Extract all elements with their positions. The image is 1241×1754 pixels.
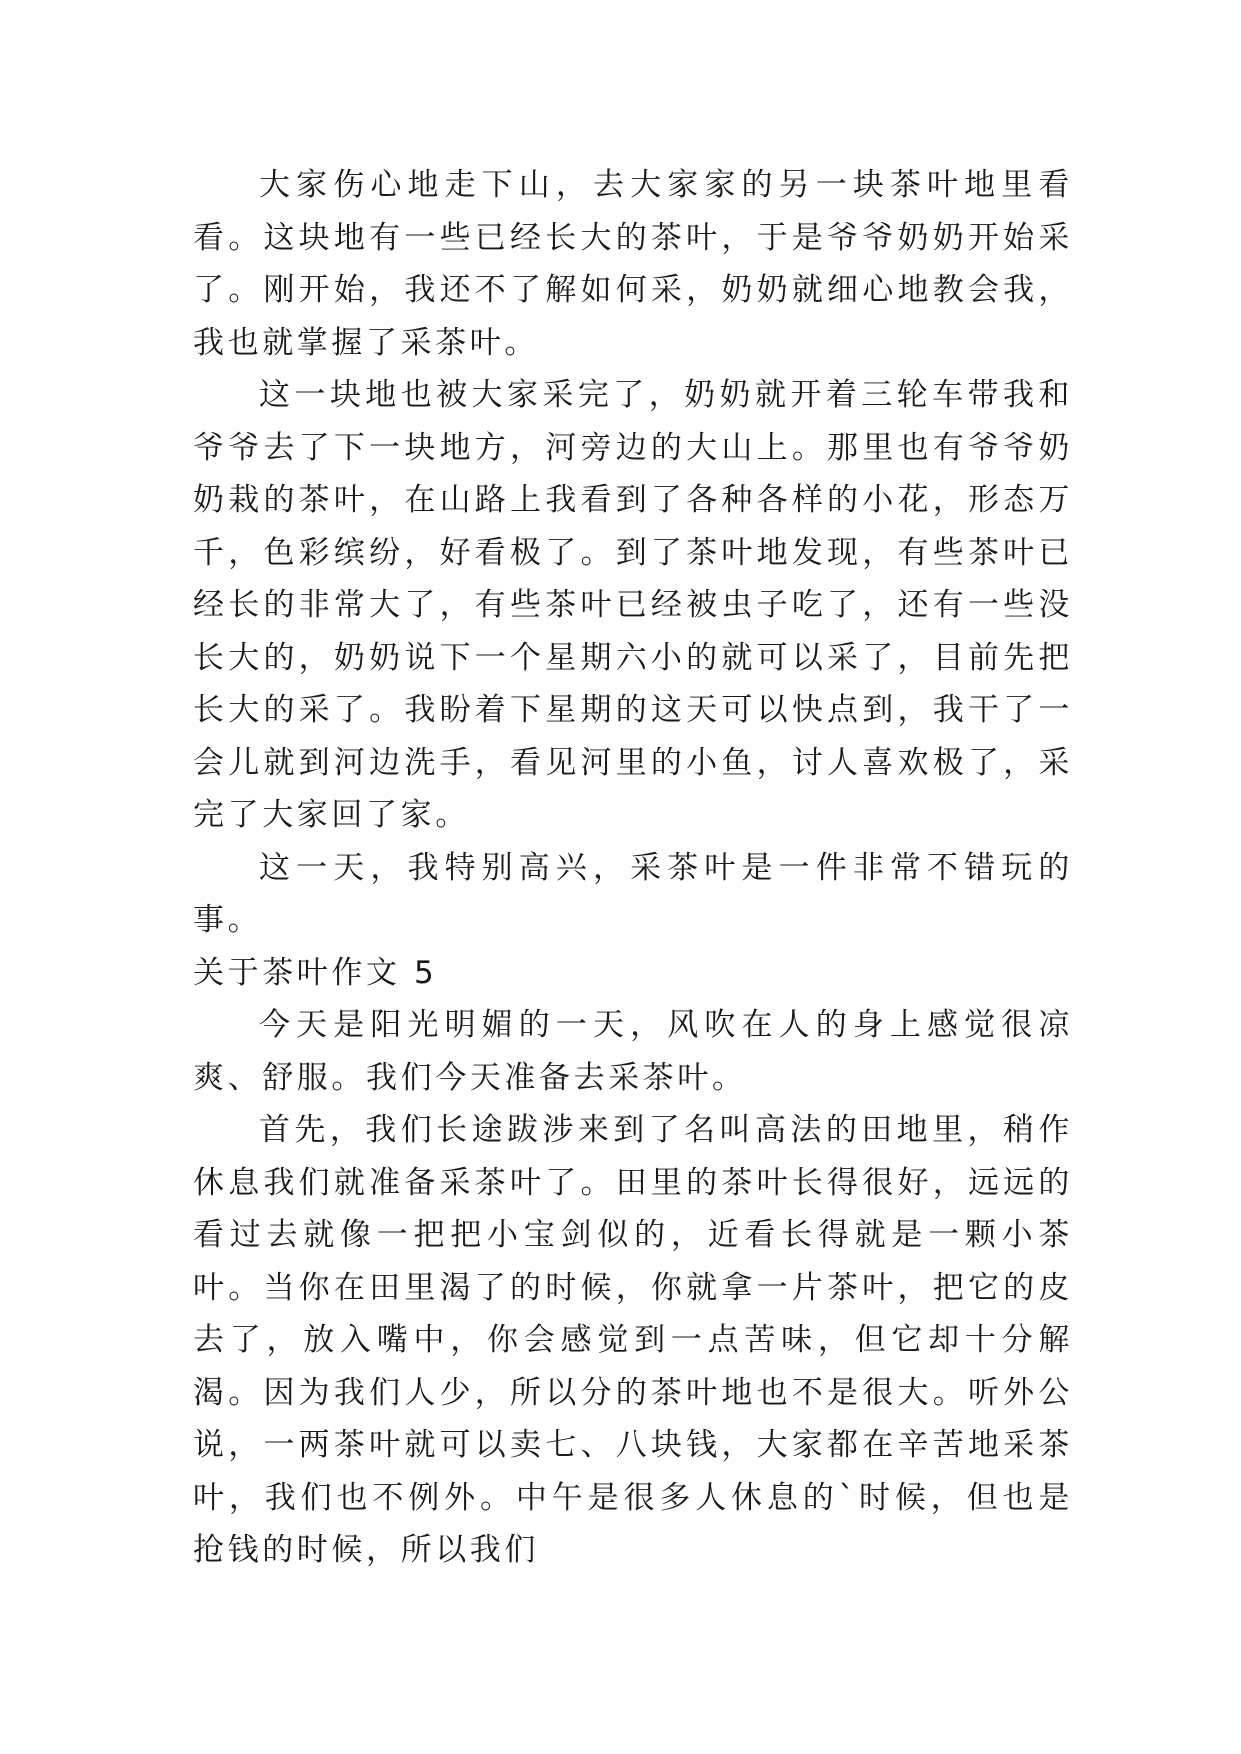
section-heading: 关于茶叶作文 5	[193, 954, 438, 991]
paragraph-5: 首先，我们长途跋涉来到了名叫高法的田地里，稍作休息我们就准备采茶叶了。田里的茶叶长得很好，远远的看过去就像一把把小宝剑似的，近看长得就是一颗小茶叶。当你在田里渴了的时候，你就拿一片茶叶，把它的皮去了，放入嘴中，你会感觉到一点苦味，但它却十分解渴。因为我们人少，所以分的茶叶地也不是很大。听外公说，一两茶叶就可以卖七、八块钱，大家都在辛苦地采茶叶，我们也不例外。中午是很多人休息的`时候，但也是抢钱的时候，所以我们	[193, 1112, 1073, 1568]
paragraph-3: 这一天，我特别高兴，采茶叶是一件非常不错玩的事。	[193, 849, 1073, 938]
document-body	[193, 159, 1073, 1577]
paragraph-4: 今天是阳光明媚的一天，风吹在人的身上感觉很凉爽、舒服。我们今天准备去采茶叶。	[193, 1007, 1073, 1096]
paragraph-1: 大家伤心地走下山，去大家家的另一块茶叶地里看看。这块地有一些已经长大的茶叶，于是爷爷奶奶开始采了。刚开始，我还不了解如何采，奶奶就细心地教会我，我也就掌握了采茶叶。	[193, 167, 1073, 361]
paragraph-2: 这一块地也被大家采完了，奶奶就开着三轮车带我和爷爷去了下一块地方，河旁边的大山上。那里也有爷爷奶奶栽的茶叶，在山路上我看到了各种各样的小花，形态万千，色彩缤纷，好看极了。到了茶叶地发现，有些茶叶已经长的非常大了，有些茶叶已经被虫子吃了，还有一些没长大的，奶奶说下一个星期六小的就可以采了，目前先把长大的采了。我盼着下星期的这天可以快点到，我干了一会儿就到河边洗手，看见河里的小鱼，讨人喜欢极了，采完了大家回了家。	[193, 377, 1073, 833]
